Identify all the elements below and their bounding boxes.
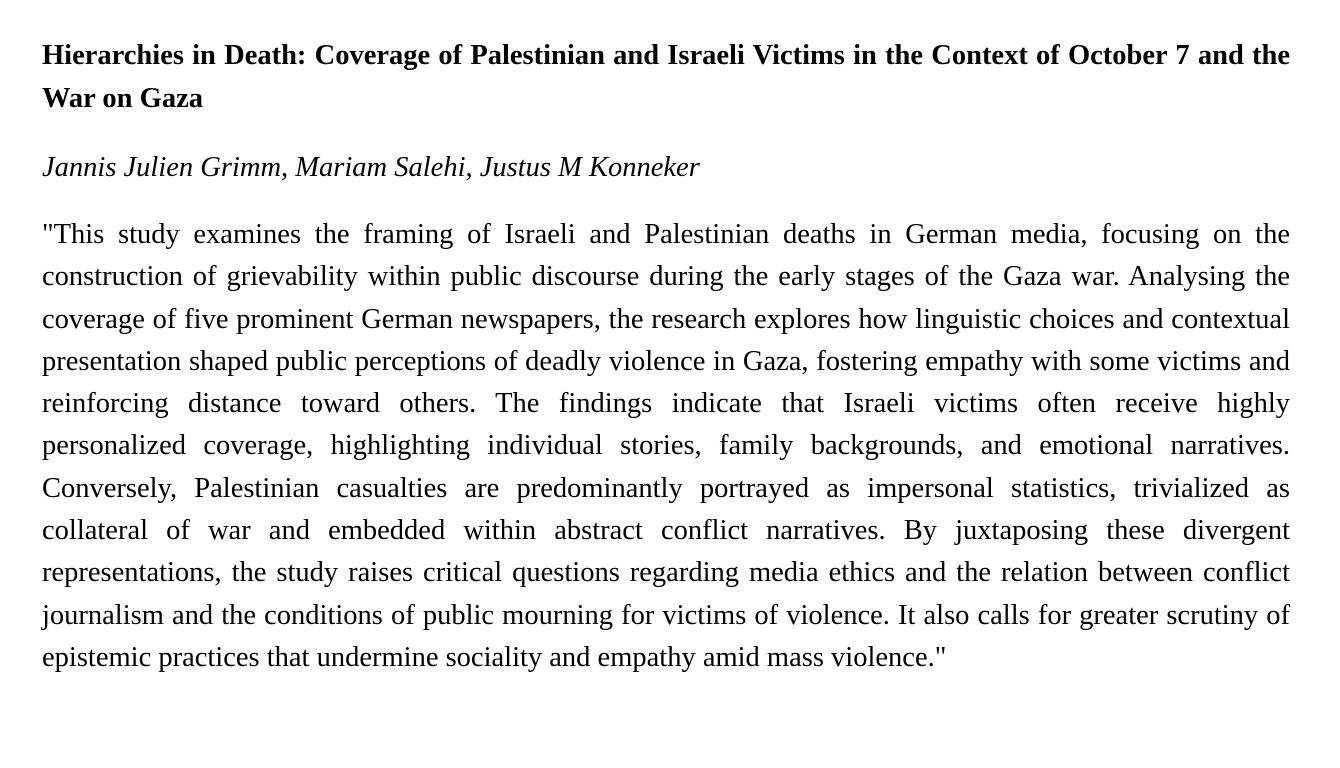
abstract-text: "This study examines the framing of Israeli and Palestinian deaths in German media, focusing on the construction of grievability within public discourse during the early stages of the Gaza war. Analysing the coverage of five prominent German newspapers, the research explores how linguistic choices and contextual presentation shaped public perceptions of deadly violence in Gaza, fostering empathy with some victims and reinforcing distance toward others. The findings indicate that Israeli victims often receive highly personalized coverage, highlighting individual stories, family backgrounds, and emotional narratives. Conversely, Palestinian casualties are predominantly portrayed as impersonal statistics, trivialized as collateral of war and embedded within abstract conflict narratives. By juxtaposing these divergent representations, the study raises critical questions regarding media ethics and the relation between conflict journalism and the conditions of public mourning for victims of violence. It also calls for greater scrutiny of epistemic practices that undermine sociality and empathy amid mass violence." — [42, 219, 1290, 673]
paper-title: Hierarchies in Death: Coverage of Palestinian and Israeli Victims in the Context of October 7 and the War on Gaza — [42, 40, 1290, 114]
author-list: Jannis Julien Grimm, Mariam Salehi, Justus M Konneker — [42, 152, 700, 183]
